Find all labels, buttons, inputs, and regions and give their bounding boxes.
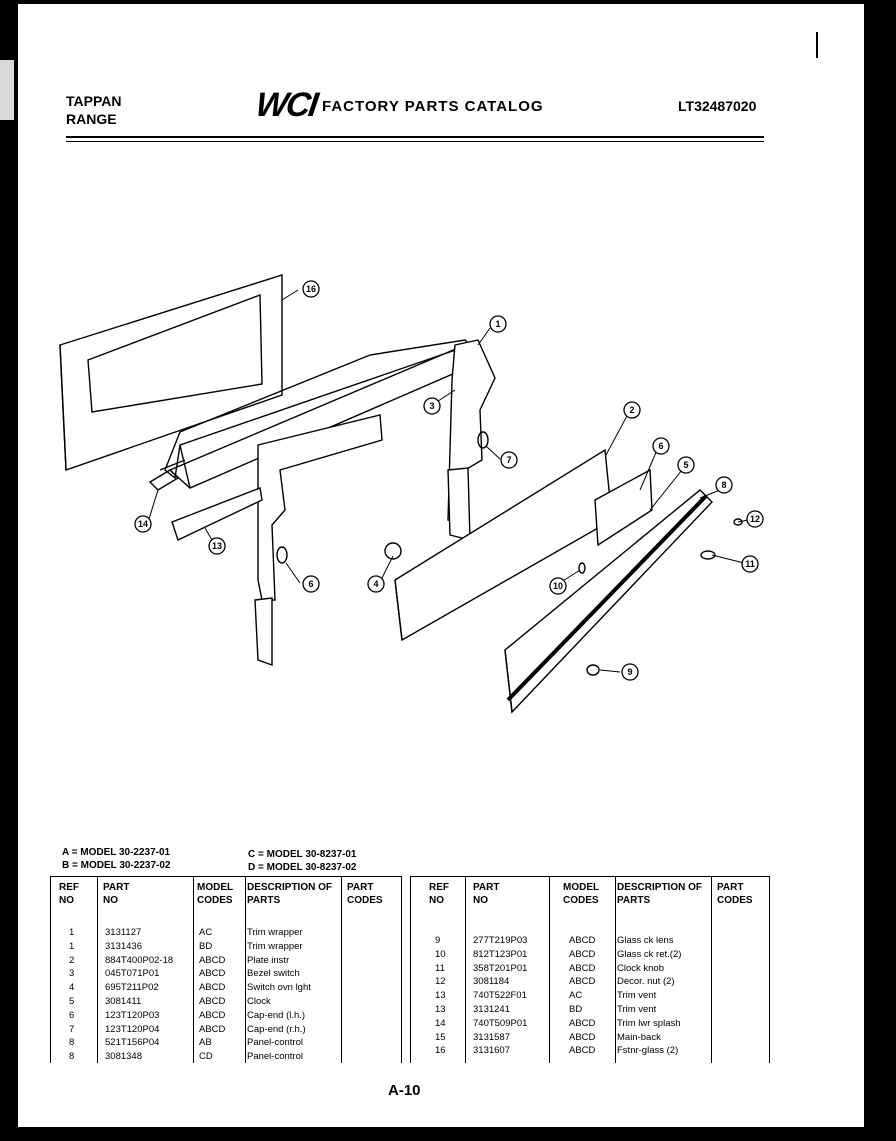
cell-model: CD: [199, 1051, 213, 1063]
cell-desc: Glass ck ret.(2): [617, 948, 682, 960]
cell-model: ABCD: [569, 962, 596, 974]
catalog-title: FACTORY PARTS CATALOG: [322, 98, 544, 115]
cell-model: ABCD: [199, 968, 226, 980]
cell-part: 3081348: [105, 1051, 142, 1063]
callout-6: 6: [658, 441, 664, 451]
model-key-b: B = MODEL 30-2237-02: [62, 860, 171, 871]
callout-10: 10: [552, 581, 564, 591]
cell-ref: 3: [69, 968, 75, 980]
vent-trim-part: [172, 488, 262, 540]
cell-desc: Trim vent: [617, 1004, 657, 1015]
cell-model: ABCD: [199, 954, 226, 966]
cell-desc: Cap-end (l.h.): [247, 1009, 306, 1021]
callout-14: 14: [137, 519, 149, 529]
cell-ref: 5: [69, 996, 75, 1007]
end-cap-left: [255, 415, 382, 665]
cell-desc: Fstnr-glass (2): [617, 1045, 679, 1057]
cell-ref: 7: [69, 1023, 75, 1035]
cell-part: 123T120P03: [105, 1009, 160, 1021]
header-part-codes: PART CODES: [347, 882, 383, 906]
cell-part: 123T120P04: [105, 1023, 160, 1035]
cell-desc: Trim wrapper: [247, 940, 303, 952]
cell-ref: 14: [435, 1017, 446, 1029]
lower-splash-part: [150, 470, 178, 490]
cell-part: 277T219P03: [473, 935, 528, 946]
cell-desc: Trim vent: [617, 990, 657, 1002]
cell-desc: Panel-control: [247, 1051, 303, 1063]
cell-model: BD: [199, 940, 213, 952]
cell-part: 740T509P01: [473, 1017, 528, 1029]
cell-model: ABCD: [199, 996, 226, 1007]
cell-model: ABCD: [199, 982, 226, 994]
page-number: A-10: [388, 1082, 421, 1099]
cell-ref: 1: [69, 940, 75, 952]
product-type: RANGE: [66, 111, 117, 127]
cell-ref: 12: [435, 976, 446, 988]
cell-part: 740T522F01: [473, 990, 527, 1002]
cell-part: 358T201P01: [473, 962, 528, 974]
cell-desc: Trim lwr splash: [617, 1017, 681, 1029]
header-part-right: PART NO: [473, 882, 500, 906]
cell-part: 695T211P02: [105, 982, 159, 994]
cell-part: 3131607: [473, 1045, 510, 1057]
cell-ref: 11: [435, 962, 445, 974]
header-model: MODEL CODES: [197, 882, 233, 906]
cell-desc: Main-back: [617, 1031, 661, 1043]
cell-desc: Bezel switch: [247, 968, 300, 980]
callout-4: 4: [373, 579, 379, 589]
cell-model: ABCD: [569, 935, 596, 946]
callout-6b: 6: [308, 579, 314, 589]
callout-11: 11: [745, 559, 755, 569]
cell-desc: Glass ck lens: [617, 935, 674, 946]
cell-part: 521T156P04: [105, 1037, 160, 1049]
cell-part: 3131587: [473, 1031, 510, 1043]
cell-part: 3081411: [105, 996, 142, 1007]
cell-ref: 2: [69, 954, 75, 966]
cell-desc: Clock: [247, 996, 271, 1007]
cell-desc: Cap-end (r.h.): [247, 1023, 306, 1035]
cell-model: ABCD: [569, 948, 596, 960]
cell-part: 812T123P01: [473, 948, 528, 960]
cell-model: ABCD: [199, 1009, 226, 1021]
model-key-d: D = MODEL 30-8237-02: [248, 862, 357, 873]
cell-model: ABCD: [569, 1031, 596, 1043]
brand-name: TAPPAN: [66, 93, 122, 109]
cell-part: 045T071P01: [105, 968, 160, 980]
callout-3: 3: [429, 401, 435, 411]
model-key-a: A = MODEL 30-2237-01: [62, 847, 171, 858]
cell-part: 3131436: [105, 940, 142, 952]
wci-logo: WCI: [253, 86, 319, 124]
callout-9: 9: [627, 667, 633, 677]
callout-12: 12: [749, 514, 761, 524]
cell-ref: 6: [69, 1009, 75, 1021]
header-model-right: MODEL CODES: [563, 882, 599, 906]
cell-desc: Trim wrapper: [247, 927, 303, 938]
cell-part: 3081184: [473, 976, 510, 988]
model-key-c: C = MODEL 30-8237-01: [248, 849, 357, 860]
catalog-number: LT32487020: [678, 98, 757, 114]
cell-model: BD: [569, 1004, 583, 1015]
parts-table-left: [50, 876, 402, 1063]
cell-model: ABCD: [199, 1023, 226, 1035]
cell-model: AC: [199, 927, 213, 938]
cell-part: 3131241: [473, 1004, 510, 1015]
cell-ref: 13: [435, 990, 446, 1002]
cell-ref: 10: [435, 948, 446, 960]
callout-13: 13: [211, 541, 223, 551]
cell-part: 3131127: [105, 927, 142, 938]
cell-ref: 15: [435, 1031, 446, 1043]
header-desc: DESCRIPTION OF PARTS: [247, 882, 333, 906]
cell-desc: Plate instr: [247, 954, 290, 966]
callout-1: 1: [495, 319, 501, 329]
cell-ref: 4: [69, 982, 75, 994]
header-desc-right: DESCRIPTION OF PARTS: [617, 882, 703, 906]
callout-9b: 5: [683, 460, 689, 470]
cell-part: 884T400P02-18: [105, 954, 174, 966]
callout-8: 8: [721, 480, 727, 490]
cell-ref: 8: [69, 1051, 75, 1063]
cell-desc: Decor. nut (2): [617, 976, 675, 988]
cell-ref: 1: [69, 927, 75, 938]
callout-16: 16: [305, 284, 317, 294]
header-part: PART NO: [103, 882, 130, 906]
cell-model: AC: [569, 990, 583, 1002]
cell-desc: Panel-control: [247, 1037, 303, 1049]
cell-ref: 16: [435, 1045, 446, 1057]
cell-ref: 13: [435, 1004, 446, 1015]
parts-table-right: [410, 876, 770, 1063]
callout-7: 7: [506, 455, 512, 465]
cell-model: AB: [199, 1037, 212, 1049]
cell-desc: Switch ovn lght: [247, 982, 311, 994]
cell-model: ABCD: [569, 976, 596, 988]
cell-ref: 8: [69, 1037, 75, 1049]
cell-desc: Clock knob: [617, 962, 664, 974]
header-ref: REF NO: [59, 882, 79, 906]
cell-ref: 9: [435, 935, 441, 946]
header-ref-right: REF NO: [429, 882, 449, 906]
header-part-codes-right: PART CODES: [717, 882, 753, 906]
cell-model: ABCD: [569, 1017, 596, 1029]
callout-2: 2: [629, 405, 635, 415]
cell-model: ABCD: [569, 1045, 596, 1057]
